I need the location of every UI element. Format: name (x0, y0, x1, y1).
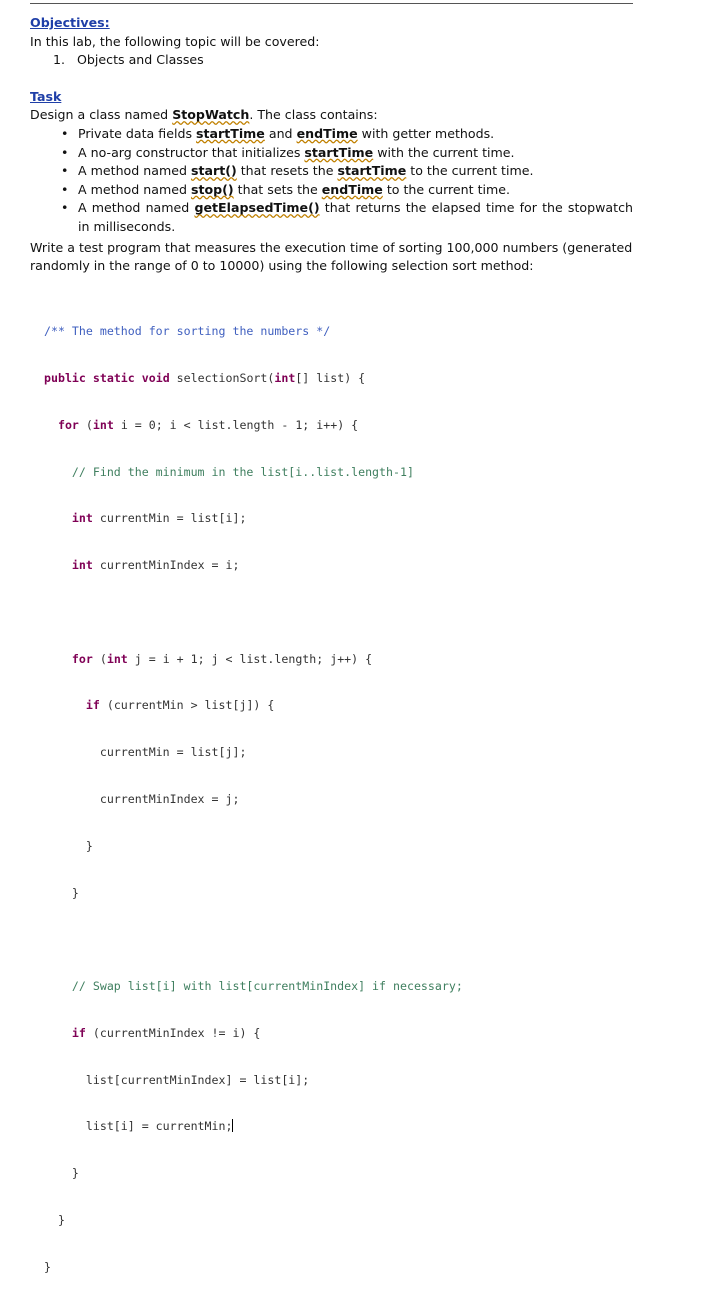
objectives-list (30, 51, 633, 70)
code-text: } (44, 838, 93, 853)
bullet-text: Private data fields (78, 125, 197, 141)
code-text: } (44, 885, 79, 900)
code-text: int currentMin = list[i]; (71, 511, 247, 526)
method-name: getElapsedTime() (194, 200, 320, 216)
objectives-intro: In this lab, the following topic will be covered: (30, 33, 320, 49)
field-name: startTime (337, 163, 407, 179)
code-line (44, 324, 463, 340)
code-line (44, 558, 463, 574)
bullet-text: to the current time. (382, 181, 511, 197)
bullet-text: to the current time. (406, 163, 534, 179)
bullet-dot: • (61, 181, 69, 197)
code-text: } (44, 1259, 51, 1274)
objectives-heading: Objectives: (30, 15, 110, 30)
bullet-text: that returns the elapsed time for the stopwatch in milliseconds. (78, 200, 633, 234)
bullet-item (30, 144, 633, 163)
bullet-dot: • (61, 125, 69, 141)
bullet-item (30, 199, 633, 236)
code-text: currentMinIndex = j; (44, 792, 240, 806)
bullet-item (30, 125, 633, 144)
code-line (44, 652, 463, 668)
code-text: if (currentMinIndex != i) { (71, 1025, 261, 1040)
code-line (44, 1166, 463, 1182)
bullet-item (30, 181, 633, 200)
code-text: if (currentMin > list[j]) { (85, 698, 275, 713)
bullet-dot: • (61, 200, 69, 216)
code-line (44, 605, 463, 621)
task-design-line (30, 106, 633, 125)
code-line (44, 839, 463, 855)
code-line (44, 698, 463, 714)
code-text: currentMin = list[j]; (44, 745, 247, 760)
field-name: startTime (304, 144, 374, 160)
bullet-text: A method named (78, 200, 195, 216)
task-bullets (30, 125, 633, 237)
objectives-item-number: 1. (53, 52, 66, 68)
code-comment: // Find the minimum in the list[i..list.length-1] (44, 464, 414, 479)
code-line (44, 1119, 463, 1135)
bullet-text: with getter methods. (357, 125, 495, 141)
code-line (44, 511, 463, 527)
bullet-text: with the current time. (373, 144, 515, 160)
code-text: public static void selectionSort(int[] list) { (44, 370, 366, 385)
code-line (44, 979, 463, 995)
bullet-item (30, 162, 633, 181)
bullet-dot: • (61, 163, 69, 179)
bullet-text: A method named (78, 181, 191, 197)
field-name: endTime (321, 181, 383, 197)
objectives-item-text: Objects and Classes (77, 52, 204, 68)
code-line (44, 1026, 463, 1042)
bullet-text: and (264, 125, 297, 141)
code-line (44, 932, 463, 948)
test-program-paragraph: Write a test program that measures the execution time of sorting 100,000 numbers (generated randomly in the range of 0 to 10000) using the following selection sort method: (30, 239, 633, 274)
field-name: endTime (296, 125, 358, 141)
code-comment: /** The method for sorting the numbers */ (44, 324, 331, 339)
code-line (44, 418, 463, 434)
text-cursor (232, 1119, 233, 1132)
objectives-item (30, 51, 633, 70)
code-text: for (int j = i + 1; j < list.length; j++) { (71, 651, 373, 666)
code-line (44, 886, 463, 902)
code-text: } (44, 1213, 65, 1228)
field-name: startTime (196, 125, 265, 141)
bullet-text: A no-arg constructor that initializes (78, 144, 305, 160)
code-line (44, 792, 463, 808)
code-text: list[currentMinIndex] = list[i]; (44, 1072, 310, 1087)
bullet-text: that resets the (236, 163, 338, 179)
code-comment: // Swap list[i] with list[currentMinIndex] if necessary; (44, 979, 463, 994)
task-design-prefix: Design a class named (30, 107, 173, 123)
code-text: list[i] = currentMin; (44, 1119, 233, 1134)
class-name: StopWatch (172, 107, 250, 123)
code-line (44, 465, 463, 481)
method-name: start() (190, 163, 237, 179)
code-line (44, 1073, 463, 1089)
code-text: for (int i = 0; i < list.length - 1; i++) { (57, 417, 359, 432)
bullet-dot: • (61, 144, 69, 160)
method-name: stop() (190, 181, 234, 197)
code-line (44, 1213, 463, 1229)
bullet-text: that sets the (233, 181, 322, 197)
bullet-text: A method named (78, 163, 191, 179)
code-line (44, 371, 463, 387)
document-body (30, 14, 633, 276)
code-block (44, 293, 463, 1291)
code-line (44, 745, 463, 761)
top-rule (30, 3, 633, 4)
task-design-suffix: . The class contains: (249, 107, 378, 123)
code-line (44, 1260, 463, 1276)
code-text: } (44, 1166, 79, 1181)
task-heading: Task (30, 88, 62, 104)
code-text: int currentMinIndex = i; (71, 558, 240, 573)
